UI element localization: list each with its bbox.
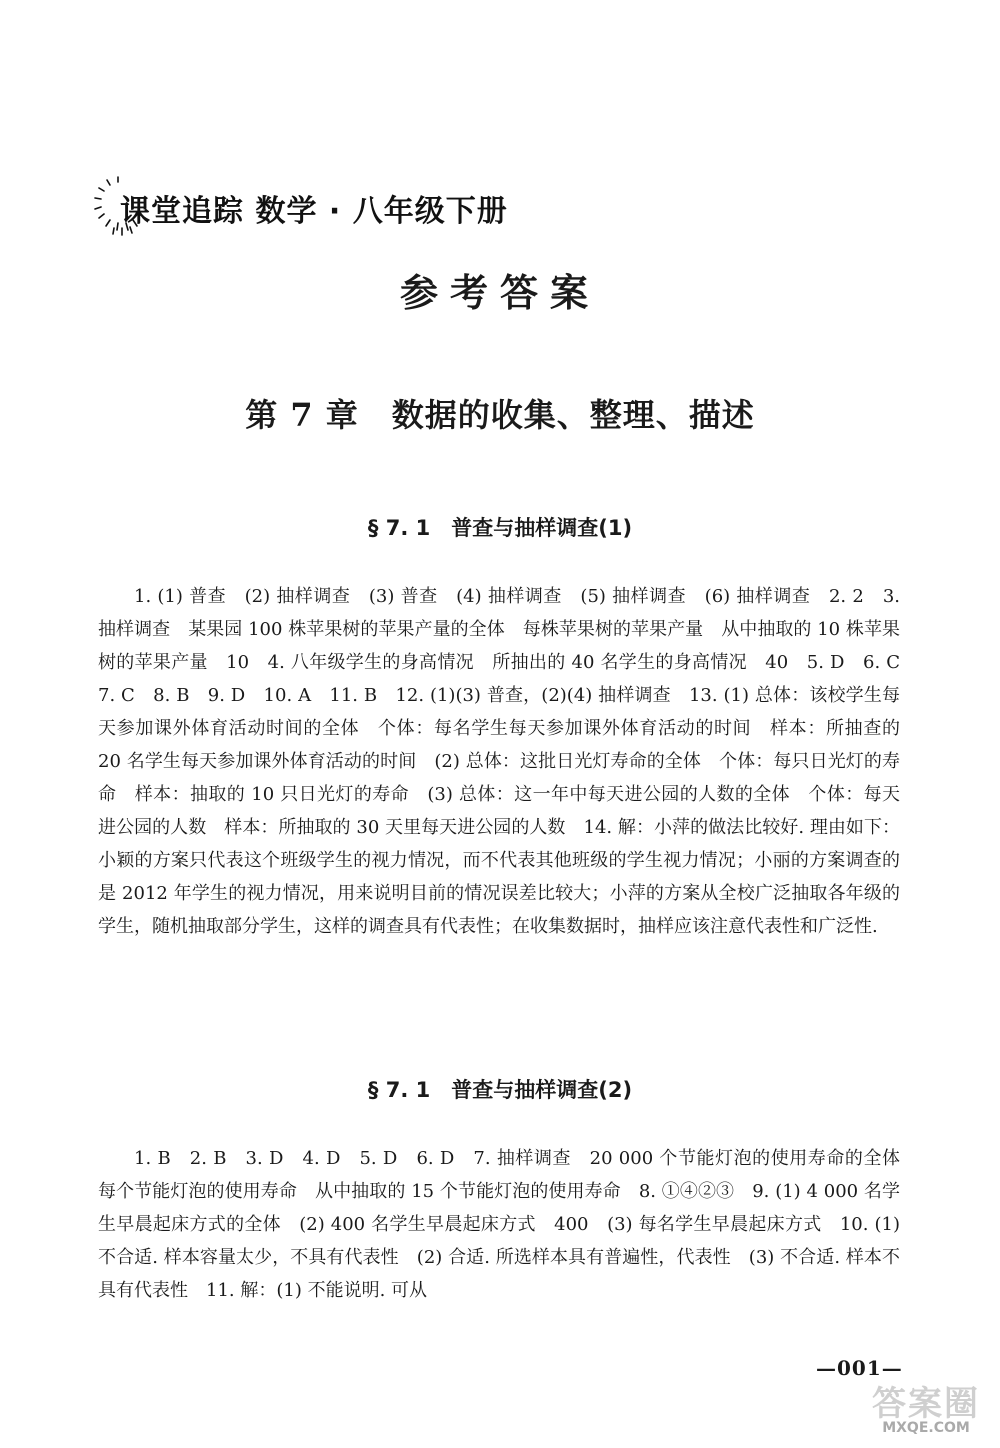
- section-answers-7-1-part-2: 1. B 2. B 3. D 4. D 5. D 6. D 7. 抽样调查 20 000 个节能灯泡的使用寿命的全体 每个节能灯泡的使用寿命 从中抽取的 15 个节能灯泡的使用寿命 8. ①④②③ 9. (1) 4 000 名学生早晨起床方式的全体 (2) 400 名学生早晨起床方式 400 (3) 每名学生早晨起床方式 10. (1) 不合适. 样本容量太少，不具有代表性 (2) 合适. 所选样本具有普遍性，代表性 (3) 不合适. 样本不具有代表性 11. 解：(1) 不能说明. 可从: [98, 1148, 918, 1301]
- section-answers-7-1-part-1: 1. (1) 普查 (2) 抽样调查 (3) 普查 (4) 抽样调查 (5) 抽样调查 (6) 抽样调查 2. 2 3. 抽样调查 某果园 100 株苹果树的苹果产量的全体 每株苹果树的苹果产量 从中抽取的 10 株苹果树的苹果产量 10 4. 八年级学生的身高情况 所抽出的 40 名学生的身高情况 40 5. D 6. C 7. C 8. B 9. D 10. A 11. B 12. (1)(3) 普查，(2)(4) 抽样调查 13. (1) 总体：该校学生每天参加课外体育活动时间的全体 个体：每名学生每天参加课外体育活动的时间 样本：所抽查的 20 名学生每天参加课外体育活动的时间 (2) 总体：这批日光灯寿命的全体 个体：每只日光灯的寿命 样本：抽取的 10 只日光灯的寿命 (3) 总体：这一年中每天进公园的人数的全体 个体：每天进公园的人数 样本：所抽取的 30 天里每天进公园的人数 14. 解：小萍的做法比较好. 理由如下：小颖的方案只代表这个班级学生的视力情况，而不代表其他班级的学生视力情况；小丽的方案调查的是 2012 年学生的视力情况，用来说明目前的情况误差比较大；小萍的方案从全校广泛抽取各年级的学生，随机抽取部分学生，这样的调查具有代表性；在收集数据时，抽样应该注意代表性和广泛性.: [98, 586, 918, 937]
- book-header-title: 课堂追踪 数学 · 八年级下册: [120, 194, 508, 229]
- watermark-logo: [856, 1376, 996, 1446]
- page-number: —001—: [816, 1356, 903, 1380]
- section-heading-7-1-part-1: § 7. 1 普查与抽样调查(1): [367, 516, 633, 540]
- section-heading-7-1-part-2: § 7. 1 普查与抽样调查(2): [367, 1078, 633, 1102]
- chapter-heading: 第 7 章 数据的收集、整理、描述: [245, 396, 755, 434]
- watermark-glyphs: 答案圈: [872, 1384, 980, 1424]
- book-header: [94, 176, 614, 236]
- page-title: 参考答案: [399, 270, 600, 315]
- watermark-url: MXQE.COM: [882, 1420, 970, 1436]
